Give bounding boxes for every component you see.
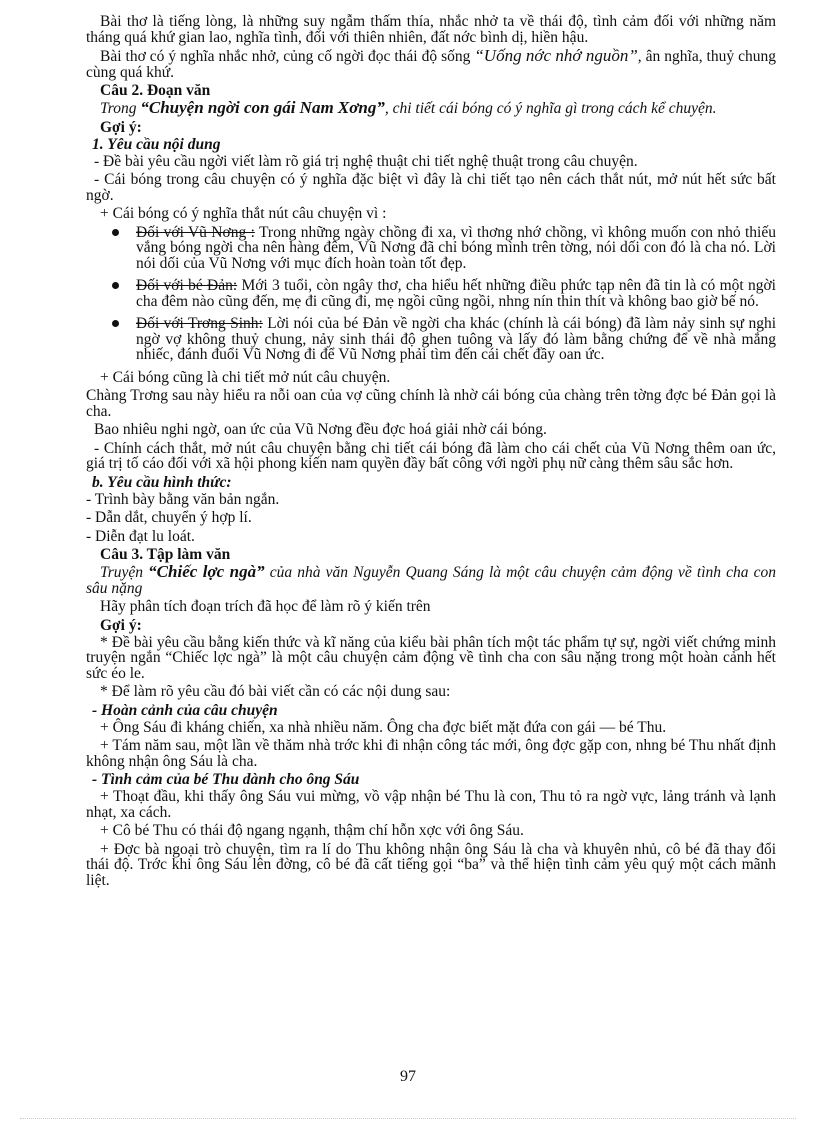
list-item bbox=[136, 316, 776, 363]
list-item-lead: Đối với Vũ Nơng : bbox=[136, 223, 255, 241]
paragraph bbox=[86, 48, 776, 80]
quote: “Uống nớc nhớ nguồn” bbox=[474, 46, 638, 65]
paragraph: - Cái bóng trong câu chuyện có ý nghĩa đặc biệt vì đây là chi tiết tạo nên cách thắt nút, mở nút hết sức bất ngờ. bbox=[86, 171, 776, 204]
paragraph: - Đề bài yêu cầu ngời viết làm rõ giá trị nghệ thuật chi tiết nghệ thuật trong câu chuyện. bbox=[94, 152, 638, 170]
text: Trong những ngày chồng đi xa, vì thơng nhớ chồng, vì không muốn con nhỏ thiếu vắng bóng ngời cha nên hàng đêm, Vũ Nơng đã chỉ bóng mình trên tờng, nói dối con đó là cha nó. Lời nói dối của Vũ Nơng với mục đích hoàn toàn tốt đẹp. bbox=[136, 223, 776, 272]
page-number: 97 bbox=[400, 1068, 416, 1085]
paragraph: Hãy phân tích đoạn trích đã học để làm rõ ý kiến trên bbox=[100, 598, 431, 615]
paragraph: * Để làm rõ yêu cầu đó bài viết cần có các nội dung sau: bbox=[100, 683, 451, 700]
paragraph: + Đợc bà ngoại trò chuyện, tìm ra lí do Thu không nhận ông Sáu là cha và khuyên nhủ, cô bé đã thay đổi thái độ. Trớc khi ông Sáu lên đờng, cô bé đã cất tiếng gọi “ba” và thể hiện tình cảm yêu quý một cách mãnh liệt. bbox=[86, 840, 776, 889]
text: , ân nghĩa, thuỷ chung cùng quá khứ. bbox=[86, 48, 776, 81]
section-heading: Câu 2. Đoạn văn bbox=[100, 82, 211, 99]
subheading: 1. Yêu cầu nội dung bbox=[92, 135, 221, 153]
page-divider bbox=[20, 1118, 796, 1119]
paragraph: Chàng Trơng sau này hiểu ra nỗi oan của vợ cũng chính là nhờ cái bóng của chàng trên tờng đợc bé Đản gọi là cha. bbox=[86, 387, 776, 420]
work-title: “Chiếc lợc ngà” bbox=[148, 562, 265, 581]
section-heading: Câu 3. Tập làm văn bbox=[100, 546, 231, 563]
list-item-lead: Đối với bé Đản: bbox=[136, 277, 238, 294]
paragraph: Bài thơ là tiếng lòng, là những suy ngẫm thấm thía, nhắc nhở ta về thái độ, tình cảm đối với những năm tháng quá khứ gian lao, nghĩa tình, đối với thiên nhiên, đất nớc bình dị, hiền hậu. bbox=[86, 13, 776, 46]
paragraph: - Diễn đạt lu loát. bbox=[86, 527, 195, 545]
paragraph: + Ông Sáu đi kháng chiến, xa nhà nhiều năm. Ông cha đợc biết mặt đứa con gái — bé Thu. bbox=[100, 718, 667, 736]
text: Lời nói của bé Đản về ngời cha khác (chính là cái bóng) đã làm nảy sinh sự nghi ngờ vợ không thuỷ chung, nảy sinh thái độ ghen tuông và lấy đó làm bằng chứng để về nhà mắng nhiếc, đánh đuổi Vũ Nơng đi để Vũ Nơng phải tìm đến cái chết đầy oan ức. bbox=[136, 315, 776, 363]
paragraph: + Cái bóng có ý nghĩa thắt nút câu chuyện vì : bbox=[100, 205, 387, 222]
paragraph: - Dẫn dắt, chuyển ý hợp lí. bbox=[86, 509, 252, 526]
paragraph: - Trình bày bằng văn bản ngắn. bbox=[86, 490, 280, 508]
text: của nhà văn Nguyễn Quang Sáng là một câu chuyện cảm động về tình cha con sâu nặng bbox=[86, 564, 776, 597]
text: Trong bbox=[100, 100, 141, 117]
list-item-lead: Đối với Trơng Sinh: bbox=[136, 315, 263, 332]
paragraph: * Đề bài yêu cầu bằng kiến thức và kĩ năng của kiểu bài phân tích một tác phẩm tự sự, ngời viết chứng minh truyện ngắn “Chiếc lợc ngà” là một câu chuyện cảm động về tình cha con sâu nặng trong một hoàn cảnh hết sức éo le. bbox=[86, 633, 776, 682]
work-title: “Chuyện ngời con gái Nam Xơng” bbox=[140, 98, 385, 117]
paragraph: + Tám năm sau, một lần về thăm nhà trớc khi đi nhận công tác mới, ông đợc gặp con, nhng bé Thu nhất định không nhận ông Sáu là cha. bbox=[86, 737, 776, 770]
text: Mới 3 tuổi, còn ngây thơ, cha hiểu hết những điều phức tạp nên đã tin là có một ngời cha đêm nào cũng đến, mẹ đi cũng đi, mẹ ngồi cũng ngồi, nhng nín thin thít và không bao giờ bế nó. bbox=[136, 277, 776, 310]
list-item bbox=[136, 278, 776, 309]
subheading: b. Yêu cầu hình thức: bbox=[92, 473, 232, 491]
paragraph: + Cái bóng cũng là chi tiết mở nút câu chuyện. bbox=[100, 368, 391, 386]
text: Bài thơ có ý nghĩa nhắc nhở, củng cố ngời đọc thái độ sống bbox=[100, 48, 475, 65]
hint-heading: Gợi ý: bbox=[100, 616, 142, 634]
subheading: - Hoàn cảnh của câu chuyện bbox=[92, 701, 278, 719]
paragraph: + Cô bé Thu có thái độ ngang ngạnh, thậm chí hỗn xợc với ông Sáu. bbox=[100, 822, 524, 839]
subheading: - Tình cảm của bé Thu dành cho ông Sáu bbox=[92, 771, 360, 788]
bullet-list bbox=[86, 225, 776, 363]
text: Truyện bbox=[100, 564, 149, 581]
paragraph: + Thoạt đầu, khi thấy ông Sáu vui mừng, vồ vập nhận bé Thu là con, Thu tỏ ra ngờ vực, lảng tránh và lạnh nhạt, xa cách. bbox=[86, 788, 776, 821]
hint-heading: Gợi ý: bbox=[100, 118, 142, 136]
list-item bbox=[136, 225, 776, 272]
text: , chi tiết cái bóng có ý nghĩa gì trong cách kể chuyện. bbox=[384, 100, 717, 117]
paragraph: - Chính cách thắt, mở nút câu chuyện bằng chi tiết cái bóng đã làm cho cái chết của Vũ Nơng thêm oan ức, giá trị tố cáo đối với xã hội phong kiến nam quyền đầy bất công với ngời phụ nữ càng thêm sâu sắc hơn. bbox=[86, 439, 776, 472]
paragraph: Bao nhiêu nghi ngờ, oan ức của Vũ Nơng đều đợc hoá giải nhờ cái bóng. bbox=[94, 421, 547, 438]
question-text bbox=[86, 100, 776, 117]
question-text bbox=[86, 564, 776, 596]
